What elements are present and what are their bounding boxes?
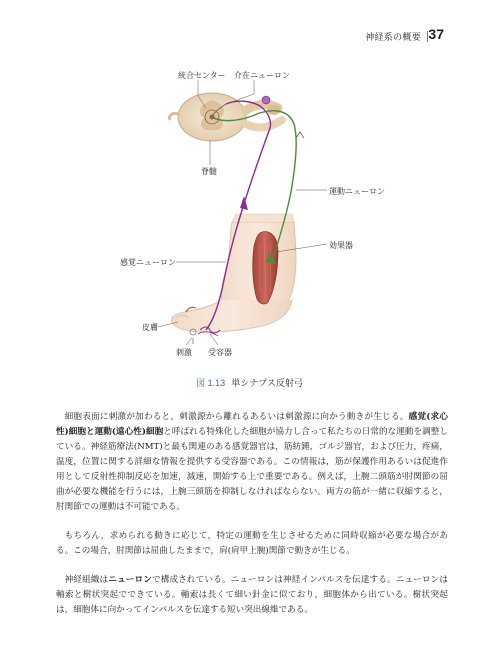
paragraph-2: もちろん，求められる動きに応じて，特定の運動を生じさせるために同時収縮が必要な場合がある。この場合，肘関節は屈曲したままで，肩(肩甲上腕)関節で動きが生じる。: [56, 531, 448, 556]
p3-text-2: で構成されている。ニューロンは神経インパルスを伝達する。ニューロンは軸索と樹状突起でできている。軸索は長くて細い針金に似ており，細胞体から出ている。樹状突起は，細胞体に向かってインパルスを伝達する短い突出線維である。: [56, 575, 448, 615]
p1-bold-term: 感覚(求心性)細胞と運動(遠心性)細胞: [56, 412, 448, 437]
p3-bold-term: ニューロン: [108, 575, 152, 585]
motor-arrow-top: [296, 132, 304, 138]
label-motor-neuron: 運動ニューロン: [329, 187, 385, 196]
body-text: [56, 410, 448, 632]
label-skin: 皮膚: [142, 323, 158, 332]
p1-text-1: 細胞表面に刺激が加わると，刺激源から離れるあるいは刺激源に向かう動きが生じる。: [64, 412, 409, 422]
page-number: 37: [428, 26, 444, 42]
label-sensory-neuron: 感覚ニューロン: [120, 258, 176, 267]
label-integration-center: 統合センター: [178, 71, 226, 80]
p1-text-2: と呼ばれる特殊化した細胞が協力し合って私たちの日常的な運動を調整している。神経筋療法(NMT)と最も関連のある感覚器官は，筋紡錘，ゴルジ器官，および圧力，疼痛，温度，位置に関する詳細な情報を提供する受容器である。この情報は，筋が保護作用あるいは促進作用として反射性抑制反応を加速，減速，開始する上で重要である。例えば，上腕二頭筋が肘関節の屈曲が必要な機能を行うには，上腕三頭筋を抑制しなければならない。両方の筋が一緒に収縮すると，肘関節での運動は不可能である。: [56, 427, 448, 512]
label-interneuron: 介在ニューロン: [234, 71, 290, 80]
label-receptor: 受容器: [208, 348, 232, 357]
sensory-ganglion: [262, 96, 270, 104]
figure-caption: [0, 376, 499, 389]
p3-text-1: 神経組織は: [64, 575, 109, 585]
label-effector: 効果器: [329, 241, 353, 250]
paragraph-3: [56, 573, 448, 618]
leg-and-foot: [172, 214, 297, 332]
label-spinal-cord: 脊髄: [201, 167, 217, 176]
label-stimulus: 刺激: [176, 348, 192, 357]
chapter-title: 神経系の概要: [365, 33, 421, 43]
sensory-arrow: [240, 196, 248, 210]
caption-number: 図 1.13: [196, 378, 226, 388]
paragraph-1: [56, 410, 448, 515]
caption-text: 単シナプス反射弓: [231, 379, 303, 389]
